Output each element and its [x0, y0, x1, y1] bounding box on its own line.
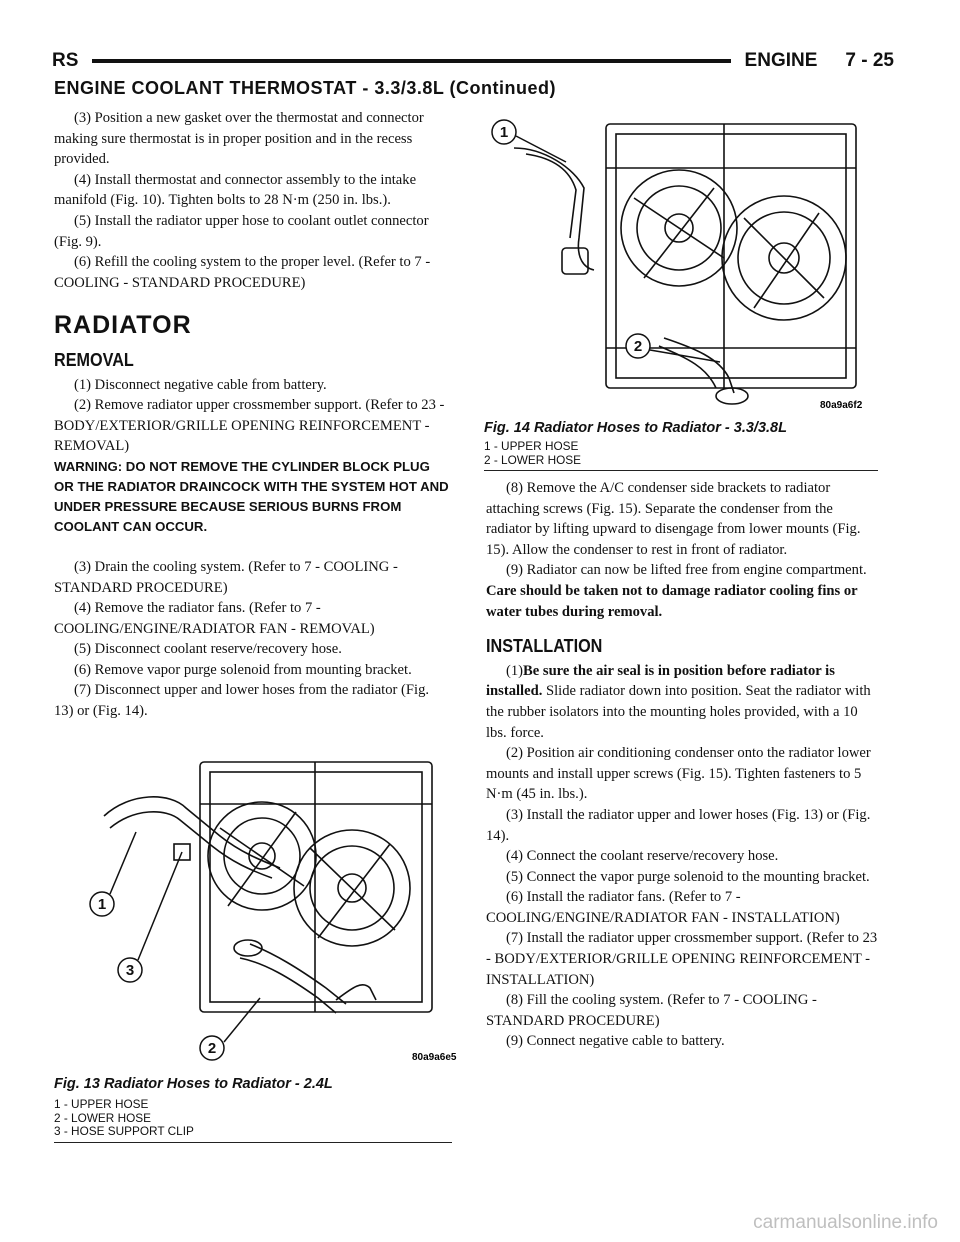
step-9: (9) Radiator can now be lifted free from engine compartment. Care should be taken not to damage radiator cooling fins or water tubes during removal.	[486, 562, 867, 620]
step-text: (5) Disconnect coolant reserve/recovery hose.	[74, 641, 342, 658]
legend-item: 1 - UPPER HOSE	[54, 1097, 149, 1111]
right-column	[486, 478, 878, 1052]
step-text: (6) Refill the cooling system to the proper level. (Refer to 7 - COOLING - STANDARD PROCEDURE)	[54, 254, 431, 291]
callout-3: 3	[125, 962, 135, 979]
step-text: (6) Install the radiator fans. (Refer to 7 - COOLING/ENGINE/RADIATOR FAN - INSTALLATION)	[486, 889, 840, 926]
step-text: (4) Install thermostat and connector assembly to the intake manifold (Fig. 10). Tighten bolts to 28 N·m (250 in. lbs.).	[54, 171, 417, 209]
legend-item: 3 - HOSE SUPPORT CLIP	[54, 1124, 194, 1139]
manual-code: RS	[52, 50, 79, 71]
step-text: (5) Connect the vapor purge solenoid to the mounting bracket.	[506, 868, 870, 885]
left-column	[54, 108, 452, 722]
figure-14-illustration	[484, 108, 878, 418]
step-text: (5) Install the radiator upper hose to coolant outlet connector (Fig. 9).	[54, 212, 429, 250]
callout-1: 1	[499, 124, 509, 141]
figure-13-illustration	[90, 748, 457, 1073]
legend-item: 2 - LOWER HOSE	[484, 452, 582, 467]
fig14-caption: Fig. 14 Radiator Hoses to Radiator - 3.3/3.8L	[484, 420, 787, 436]
continued-heading: ENGINE COOLANT THERMOSTAT - 3.3/3.8L (Continued)	[54, 78, 557, 98]
step-text: (7) Install the radiator upper crossmember support. (Refer to 23 - BODY/EXTERIOR/GRILLE OPENING REINFORCEMENT - INSTALLATION)	[486, 930, 878, 988]
fig14-rule	[484, 470, 878, 471]
part-code: 80a9a6e5	[412, 1052, 457, 1063]
step-text: (1) Disconnect negative cable from battery.	[74, 376, 327, 393]
removal-heading: REMOVAL	[54, 349, 134, 370]
step-text: (7) Disconnect upper and lower hoses from the radiator (Fig. 13) or (Fig. 14).	[54, 682, 430, 720]
header-rule	[92, 59, 730, 63]
page-header	[52, 46, 894, 76]
fig13-legend	[54, 1098, 194, 1139]
callout-2: 2	[207, 1040, 217, 1057]
step-text: (9) Connect negative cable to battery.	[506, 1033, 725, 1050]
step-text: (2) Remove radiator upper crossmember support. (Refer to 23 - BODY/EXTERIOR/GRILLE OPENING REINFORCEMENT - REMOVAL)	[54, 397, 445, 455]
step-text: (3) Drain the cooling system. (Refer to 7 - COOLING - STANDARD PROCEDURE)	[54, 558, 398, 596]
step-text: (6) Remove vapor purge solenoid from mounting bracket.	[74, 661, 412, 678]
radiator-24-drawing	[90, 748, 457, 1073]
legend-item: 2 - LOWER HOSE	[54, 1110, 152, 1125]
step-text: (3) Install the radiator upper and lower hoses (Fig. 13) or (Fig. 14).	[486, 806, 871, 844]
section-name: ENGINE	[744, 50, 818, 71]
watermark: carmanualsonline.info	[753, 1212, 938, 1233]
fig14-legend	[484, 440, 581, 467]
installation-heading: INSTALLATION	[486, 636, 603, 657]
step-text: (8) Fill the cooling system. (Refer to 7 - COOLING - STANDARD PROCEDURE)	[486, 992, 817, 1029]
warning-text: WARNING: DO NOT REMOVE THE CYLINDER BLOCK PLUG OR THE RADIATOR DRAINCOCK WITH THE SYSTEM HOT AND UNDER PRESSURE BECAUSE SERIOUS BURNS FROM COOLANT CAN OCCUR.	[54, 458, 449, 534]
page-number: 7 - 25	[845, 50, 894, 71]
fig13-rule	[54, 1142, 452, 1143]
radiator-33-38-drawing	[484, 108, 878, 418]
callout-2: 2	[633, 338, 643, 355]
radiator-heading: RADIATOR	[54, 311, 192, 340]
part-code: 80a9a6f2	[820, 400, 863, 411]
install-step-1: (1)Be sure the air seal is in position before radiator is installed. Slide radiator down into position. Seat the radiator with the rubber isolators into the mounting holes provided, with a 10 lbs. force.	[486, 662, 871, 741]
step-text: (8) Remove the A/C condenser side brackets to radiator attaching screws (Fig. 15). Separate the condenser from the radiator by lifting upward to disengage from lower mounts (Fig. 15). Allow the condenser to rest in front of radiator.	[486, 480, 861, 558]
step-text: (4) Remove the radiator fans. (Refer to 7 - COOLING/ENGINE/RADIATOR FAN - REMOVAL)	[54, 600, 375, 637]
step-text: (2) Position air conditioning condenser onto the radiator lower mounts and install upper screws (Fig. 15). Tighten fasteners to 5 N·m (45 in. lbs.).	[486, 745, 871, 803]
step-text: (4) Connect the coolant reserve/recovery hose.	[506, 848, 779, 865]
callout-1: 1	[97, 896, 107, 913]
fig13-caption: Fig. 13 Radiator Hoses to Radiator - 2.4L	[54, 1076, 333, 1092]
step-text: (3) Position a new gasket over the thermostat and connector making sure thermostat is in proper position and in the recess provided.	[54, 110, 424, 168]
legend-item: 1 - UPPER HOSE	[484, 439, 579, 453]
